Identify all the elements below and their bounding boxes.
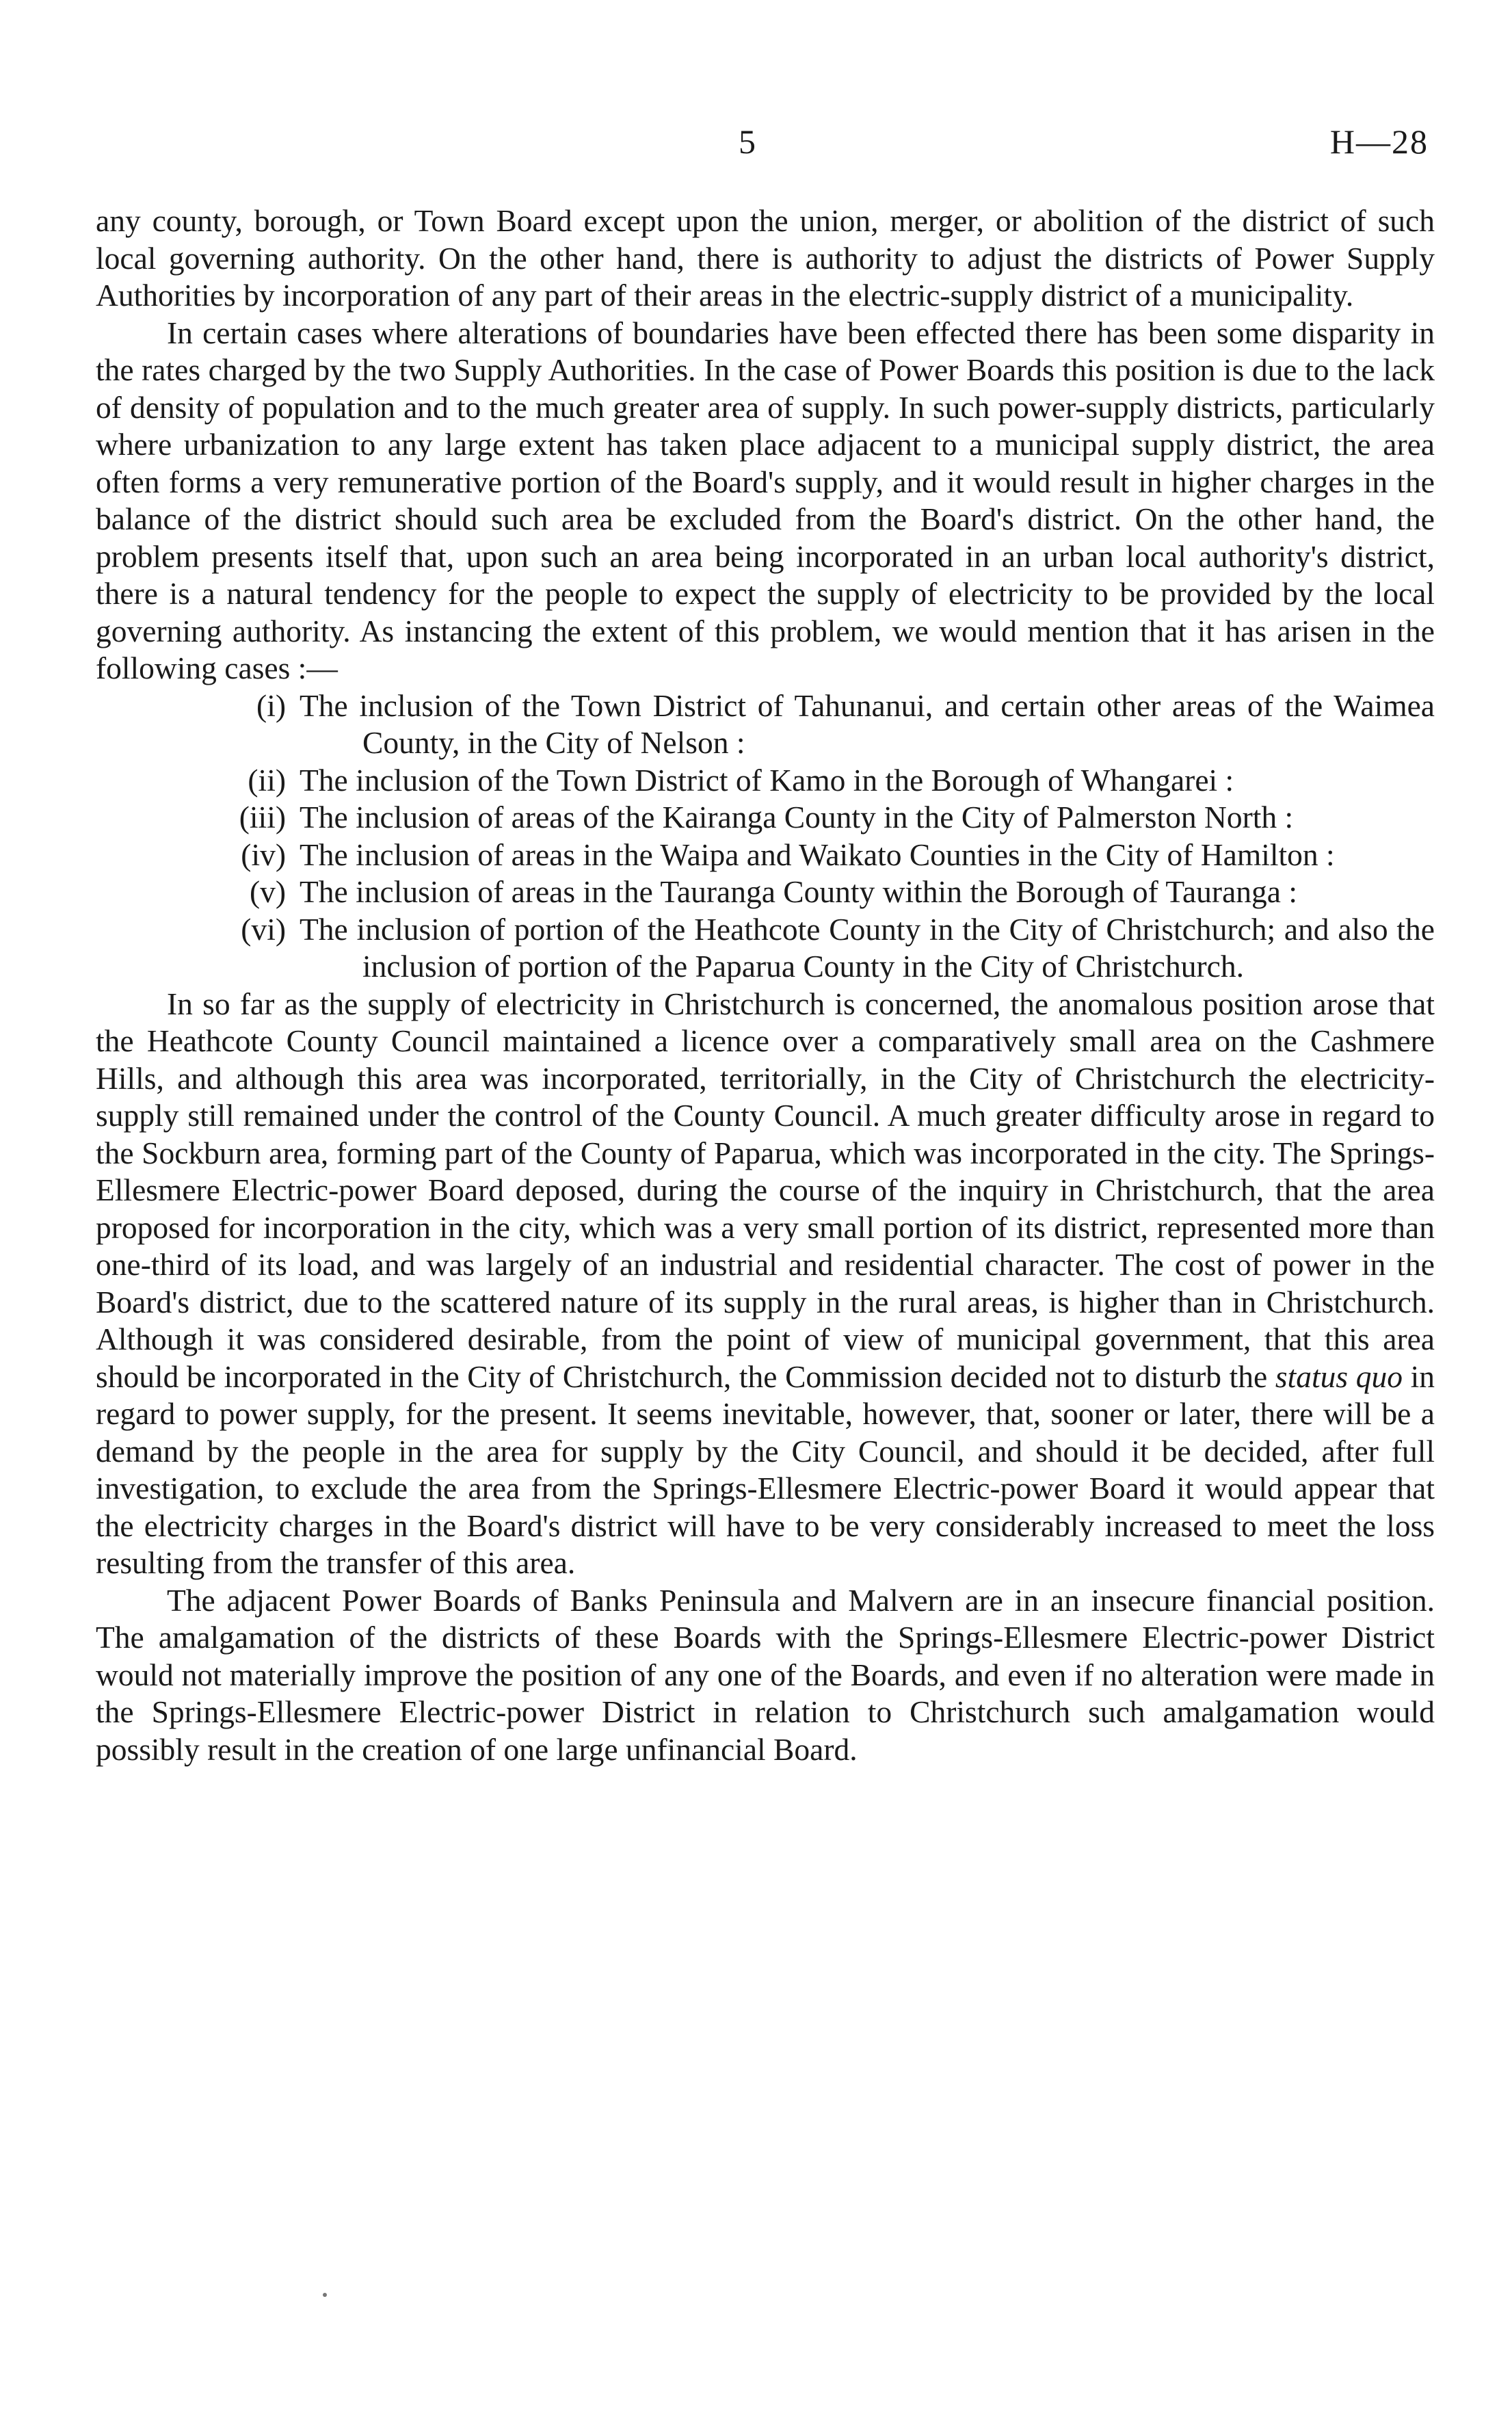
case-text: The inclusion of areas of the Kairanga County in the City of Palmerston North : <box>300 800 1294 835</box>
case-text: The inclusion of areas in the Waipa and Waikato Counties in the City of Hamilton : <box>300 837 1335 872</box>
case-text: The inclusion of the Town District of Tahunanui, and certain other areas of the Waimea County, in the City of Nelson : <box>300 687 1435 760</box>
case-label: (i) <box>256 687 286 723</box>
page-number: 5 <box>739 122 756 161</box>
italic-status-quo: status quo <box>1275 1358 1403 1394</box>
list-item <box>96 837 1435 874</box>
list-item <box>96 762 1435 800</box>
list-item <box>96 911 1435 986</box>
document-code: H—28 <box>1329 122 1429 161</box>
case-label: (iv) <box>241 837 286 872</box>
case-text: The inclusion of the Town District of Kamo in the Borough of Whangarei : <box>300 762 1234 798</box>
stray-mark <box>323 2293 327 2297</box>
cases-list <box>96 687 1435 986</box>
paragraph-1: any county, borough, or Town Board except upon the union, merger, or abolition of the district of such local governing authority. On the other hand, there is authority to adjust the districts of Power Supply Authorities by incorporation of any part of their areas in the electric-supply district of a municipality. <box>96 203 1435 313</box>
case-text: The inclusion of portion of the Heathcote County in the City of Christchurch; and also the inclusion of portion of the Paparua County in the City of Christchurch. <box>300 911 1435 984</box>
page-header <box>0 122 1512 170</box>
list-item <box>96 799 1435 837</box>
case-text: The inclusion of areas in the Tauranga County within the Borough of Tauranga : <box>300 874 1297 909</box>
case-label: (ii) <box>248 762 286 798</box>
paragraph-christchurch <box>96 986 1435 1582</box>
paragraph-christchurch-part-1: In so far as the supply of electricity in Christchurch is concerned, the anomalous position arose that the Heathcote County Council maintained a licence over a comparatively small area on the Cashmere Hills, and although this area was incorporated, territorially, in the City of Christchurch the electricity-supply still remained under the control of the County Council. A much greater difficulty arose in regard to the Sockburn area, forming part of the County of Paparua, which was incorporated in the city. The Springs-Ellesmere Electric-power Board deposed, during the course of the inquiry in Christchurch, that the area proposed for incorporation in the city, which was a very small portion of its district, represented more than one-third of its load, and was largely of an industrial and residential character. The cost of power in the Board's district, due to the scattered nature of its supply in the rural areas, is higher than in Christchurch. Although it was considered desirable, from the point of view of municipal government, that this area should be incorporated in the City of Christchurch, the Commission decided not to disturb the <box>96 986 1435 1394</box>
list-item <box>96 873 1435 911</box>
paragraph-christchurch-part-2: in regard to power supply, for the present. It seems inevitable, however, that, sooner or later, there will be a demand by the people in the area for supply by the City Council, and should it be decided, after full investigation, to exclude the area from the Springs-Ellesmere Electric-power Board it would appear that the electricity charges in the Board's district will have to be very considerably increased to meet the loss resulting from the transfer of this area. <box>96 1358 1435 1580</box>
document-body <box>96 202 1435 1768</box>
case-label: (v) <box>249 874 286 909</box>
case-label: (iii) <box>239 800 286 835</box>
case-label: (vi) <box>241 911 286 947</box>
paragraph-power-boards: The adjacent Power Boards of Banks Peninsula and Malvern are in an insecure financial position. The amalgamation of the districts of these Boards with the Springs-Ellesmere Electric-power District would not materially improve the position of any one of the Boards, and even if no alteration were made in the Springs-Ellesmere Electric-power District in relation to Christchurch such amalgamation would possibly result in the creation of one large unfinancial Board. <box>96 1582 1435 1767</box>
paragraph-2: In certain cases where alterations of boundaries have been effected there has been some disparity in the rates charged by the two Supply Authorities. In the case of Power Boards this position is due to the lack of density of population and to the much greater area of supply. In such power-supply districts, particularly where urbanization to any large extent has taken place adjacent to a municipal supply district, the area often forms a very remunerative portion of the Board's supply, and it would result in higher charges in the balance of the district should such area be excluded from the Board's district. On the other hand, the problem presents itself that, upon such an area being incorporated in an urban local authority's district, there is a natural tendency for the people to expect the supply of electricity to be provided by the local governing authority. As instancing the extent of this problem, we would mention that it has arisen in the following cases :— <box>96 315 1435 685</box>
list-item <box>96 687 1435 762</box>
